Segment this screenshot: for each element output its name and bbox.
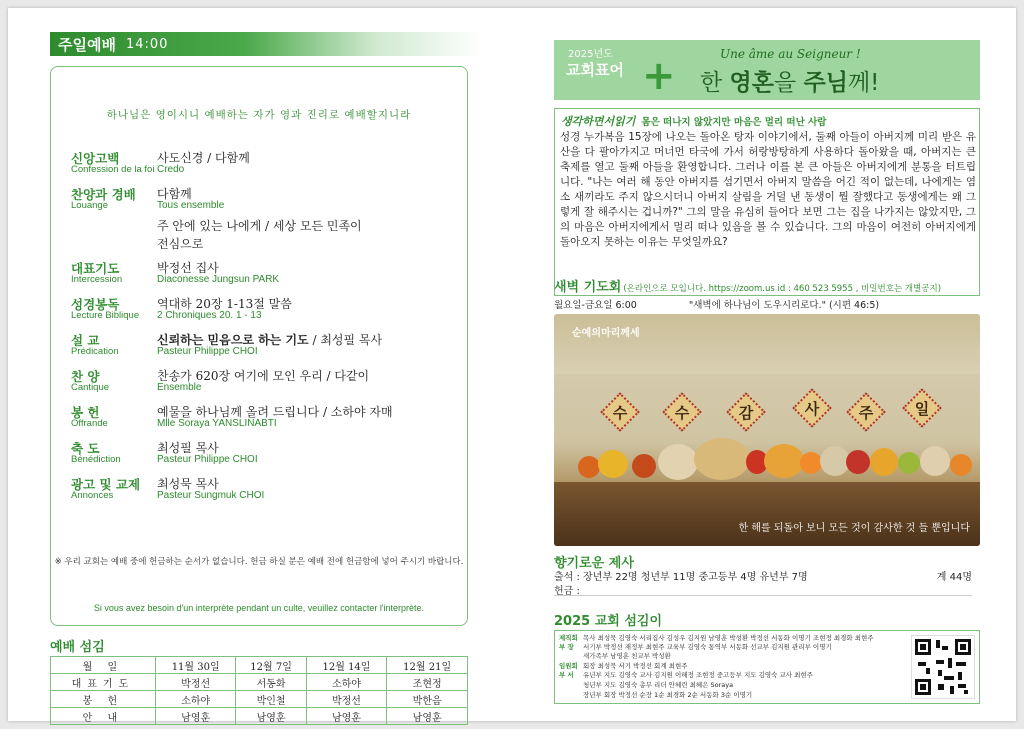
reflection-title: 생각하면서읽기 — [561, 115, 636, 128]
order-value-fr: Diaconesse Jungsun PARK — [157, 274, 280, 285]
order-label: 찬 양 — [71, 369, 100, 384]
dawn-prayer-info: (온라인으로 모입니다. https://zoom.us id : 460 523 5955 , 비밀번호는 개별공지) — [623, 284, 942, 294]
motto-ko — [700, 64, 879, 97]
order-label: 축 도 — [71, 441, 100, 456]
order-label-fr: Lecture Biblique — [71, 310, 140, 321]
order-label: 광고 및 교제 — [71, 477, 141, 492]
order-label-fr: Intercession — [71, 274, 123, 285]
servants-row — [559, 662, 688, 671]
motto-text: 한 — [700, 70, 730, 96]
interpreter-note: Si vous avez besoin d'un interprète pendant un culte, veuillez contacter l'interprète. — [93, 603, 425, 613]
table-row — [51, 674, 468, 691]
servants-value: 유년부 지도 김영숙 교사 김지원 이해정 조현정 중고등부 지도 김영숙 교사 최현주 — [583, 671, 813, 679]
table-cell: 남영훈 — [387, 708, 468, 725]
table-header: 12월 14일 — [306, 657, 387, 674]
preacher: / 최성필 목사 — [308, 333, 383, 347]
letter-card-text: 감 — [738, 404, 754, 422]
sermon-title: 신뢰하는 믿음으로 하는 기도 — [157, 333, 309, 347]
order-value: 사도신경 / 다함께 — [157, 151, 250, 165]
table-cell: 서동화 — [236, 674, 306, 691]
servants-key: 부 서 — [559, 671, 574, 679]
gourd-shape — [694, 438, 750, 480]
squash-shape — [920, 446, 950, 476]
order-value: 다함께 — [157, 187, 192, 201]
order-value-fr: Pasteur Sungmuk CHOI — [157, 490, 265, 501]
servants-value: 새가족부 남영훈 친교부 박성환 — [583, 652, 671, 660]
motto-text: 영혼 — [729, 70, 774, 96]
order-label-fr: Cantique — [71, 382, 110, 393]
song-list: 전심으로 — [157, 237, 204, 251]
table-row — [51, 691, 468, 708]
letter-card-text: 수 — [612, 404, 628, 422]
table-cell: 소하야 — [306, 674, 387, 691]
order-of-worship — [50, 66, 468, 626]
servants-value: 목사 최성묵 김영숙 서리집사 김성우 김지원 남영훈 박성환 박정선 서동화 이명기 조현정 최경화 최현주 — [583, 634, 874, 642]
order-label-fr: Confession de la foi — [71, 164, 155, 175]
dawn-verse: "새벽에 하나님이 도우시리로다." (시편 46:5) — [688, 300, 880, 311]
order-value-fr: Mlle Soraya YANSLINABTI — [157, 418, 277, 429]
letter-card-text: 주 — [858, 404, 874, 422]
pumpkin-shape — [870, 448, 898, 476]
photo-wall — [554, 314, 980, 374]
order-label: 성경봉독 — [71, 297, 120, 312]
worship-header — [50, 32, 482, 56]
handwritten-label: 순예의마리께세 — [572, 328, 640, 339]
dawn-prayer-heading — [554, 276, 941, 295]
table-row — [51, 657, 468, 674]
motto-year: 2025년도 — [568, 49, 613, 60]
letter-card-text: 일 — [914, 400, 930, 418]
order-value: 역대하 20장 1-13절 말씀 — [157, 297, 292, 311]
reflection-subtitle: 몸은 떠나지 않았지만 마음은 멀리 떠난 사람 — [641, 117, 827, 128]
thanksgiving-photo — [554, 314, 980, 546]
order-value-fr: Pasteur Philippe CHOI — [157, 454, 258, 465]
table-header: 12월 21일 — [387, 657, 468, 674]
dawn-days: 월요일-금요일 6:00 — [554, 300, 637, 311]
duty-title: 예배 섬김 — [50, 640, 105, 655]
order-label-fr: Prédication — [71, 346, 119, 357]
offering-line: 헌금 : — [554, 582, 972, 596]
photo-shelf — [554, 482, 980, 546]
order-label: 대표기도 — [71, 261, 120, 276]
servants-value: 회장 최성묵 서기 박정선 회계 최현주 — [583, 662, 688, 670]
servants-title: 2025 교회 섬김이 — [554, 614, 663, 629]
pumpkin-shape — [578, 456, 600, 478]
servants-value: 청년부 지도 김영숙 총무 리더 안혜린 최혜은 Soraya — [583, 681, 734, 689]
order-label-fr: Bénédiction — [71, 454, 121, 465]
order-value: 최성묵 목사 — [157, 477, 219, 491]
servants-row — [559, 643, 832, 652]
order-label: 설 교 — [71, 333, 100, 348]
table-cell: 대표기도 — [51, 674, 156, 691]
motto-label: 교회표어 — [566, 61, 624, 79]
orange-shape — [950, 454, 972, 476]
table-header: 월 일 — [51, 657, 156, 674]
letter-card-text: 수 — [674, 404, 690, 422]
table-cell: 봉 헌 — [51, 691, 156, 708]
servants-value: 장년부 회장 박정선 순장 1순 최경화 2순 서동화 3순 이명기 — [583, 691, 753, 699]
bulletin-sheet — [8, 8, 1016, 724]
table-cell: 박정선 — [155, 674, 236, 691]
servants-row — [559, 691, 752, 700]
reflection-box — [554, 108, 980, 296]
duty-table — [50, 656, 468, 725]
song-list: 주 안에 있는 나에게 / 세상 모든 민족이 — [157, 219, 362, 233]
apple-shape — [898, 452, 920, 474]
order-value-fr: 2 Chroniques 20. 1 - 13 — [157, 310, 262, 321]
servants-row — [559, 671, 813, 680]
table-cell: 소하야 — [155, 691, 236, 708]
dawn-prayer-title: 새벽 기도회 — [554, 280, 622, 295]
servants-key: 부 장 — [559, 643, 574, 651]
reflection-heading — [561, 113, 826, 129]
servants-key: 임원회 — [559, 662, 578, 670]
qr-code-icon[interactable] — [911, 635, 975, 699]
attendance-text: 출석 : 장년부 22명 청년부 11명 중고등부 4명 유년부 7명 — [554, 572, 808, 583]
table-cell: 박정선 — [306, 691, 387, 708]
motto-banner — [554, 40, 980, 100]
servants-row — [559, 634, 874, 643]
reflection-body: 성경 누가복음 15장에 나오는 돌아온 탕자 이야기에서, 둘째 아들이 아버지께 미리 받은 유산을 다 팔아가지고 머너먼 타국에 가서 허랑방탕하게 사용하다 돌아왔을 때, 아버지는 큰 축제를 열고 둘째 아들을 환영합니다. 그러나 이를 본 큰 아들은 아버지에게 분통을 터트립니다. "나는 여러 해 동안 아버지를 섬기면서 아버지 말씀을 어긴 적이 없는데, 나에게는 염소 새끼라도 주지 않으시더니 아버지 살림을 거덜 낸 동생이 뭘 잘했다고 동생에게는 왜 그렇게 잘 해주시는 겁니까?" 그의 말을 유심히 들어다 보면 그는 집을 나가지는 않았지만, 그의 마음은 아버지에게서 멀리 떠나 있음을 볼 수 있습니다. 그의 마음이 여전히 아버지에게 돌아오지 못하는 이유는 무엇일까요? — [560, 131, 976, 248]
worship-title: 주일예배 — [58, 35, 116, 54]
table-header: 11월 30일 — [155, 657, 236, 674]
order-value-fr: Tous ensemble — [157, 200, 225, 211]
photo-caption: 한 해를 되돌아 보니 모든 것이 감사한 것 들 뿐입니다 — [738, 523, 970, 534]
order-value: 최성필 목사 — [157, 441, 219, 455]
theme-verse: 하나님은 영이시니 예배하는 자가 영과 진리로 예배할지니라 — [106, 109, 412, 121]
order-value-fr: Credo — [157, 164, 185, 175]
order-label-fr: Louange — [71, 200, 108, 211]
apple-shape — [846, 450, 870, 474]
order-label: 봉 헌 — [71, 405, 100, 420]
order-label: 신앙고백 — [71, 151, 120, 166]
order-label-fr: Annonces — [71, 490, 114, 501]
letter-card-text: 사 — [804, 400, 820, 418]
motto-text: 을 — [773, 70, 804, 96]
servants-row — [559, 652, 671, 661]
left-page — [50, 32, 482, 724]
squash-shape — [598, 450, 628, 478]
offering-title: 향기로운 제사 — [554, 556, 634, 571]
offering-note: ※ 우리 교회는 예배 중에 헌금하는 순서가 없습니다. 헌금 하실 분은 예배 전에 헌금함에 넣어 주시기 바랍니다. — [54, 557, 464, 567]
order-value: 찬송가 620장 여기에 모인 우리 / 다같이 — [157, 369, 370, 383]
attendance-line — [554, 568, 972, 583]
table-cell: 안 내 — [51, 708, 156, 725]
order-label: 찬양과 경배 — [71, 187, 136, 202]
orange-shape — [800, 452, 822, 474]
order-value: 박정선 집사 — [157, 261, 219, 275]
table-cell: 박한음 — [387, 691, 468, 708]
servants-row — [559, 681, 733, 690]
servants-box — [554, 630, 980, 704]
pumpkin-shape — [632, 454, 656, 478]
order-value-fr: Pasteur Philippe CHOI — [157, 346, 258, 357]
dawn-prayer-schedule — [554, 297, 879, 311]
table-row — [51, 708, 468, 725]
attendance-total: 계 44명 — [936, 572, 972, 583]
motto-text: 주님 — [803, 70, 848, 96]
servants-value: 서기부 박정선 재정부 최현주 교육부 김영숙 통역부 서동화 선교부 김지원 관리부 이명기 — [583, 643, 832, 651]
squash-shape — [658, 444, 698, 480]
table-cell: 남영훈 — [306, 708, 387, 725]
order-label-fr: Offrande — [71, 418, 108, 429]
table-cell: 조현정 — [387, 674, 468, 691]
servants-key: 제직회 — [559, 634, 578, 642]
order-value: 예물을 하나님께 올려 드립니다 / 소하야 자매 — [157, 405, 393, 419]
table-cell: 박인철 — [236, 691, 306, 708]
table-header: 12월 7일 — [236, 657, 306, 674]
motto-fr: Une âme au Seigneur ! — [720, 47, 861, 61]
table-cell: 남영훈 — [236, 708, 306, 725]
order-value-fr: Ensemble — [157, 382, 202, 393]
pumpkin-shape — [764, 444, 804, 478]
cross-icon: + — [642, 53, 676, 99]
table-cell: 남영훈 — [155, 708, 236, 725]
worship-time: 14:00 — [125, 36, 169, 52]
motto-text: 께! — [847, 70, 880, 96]
